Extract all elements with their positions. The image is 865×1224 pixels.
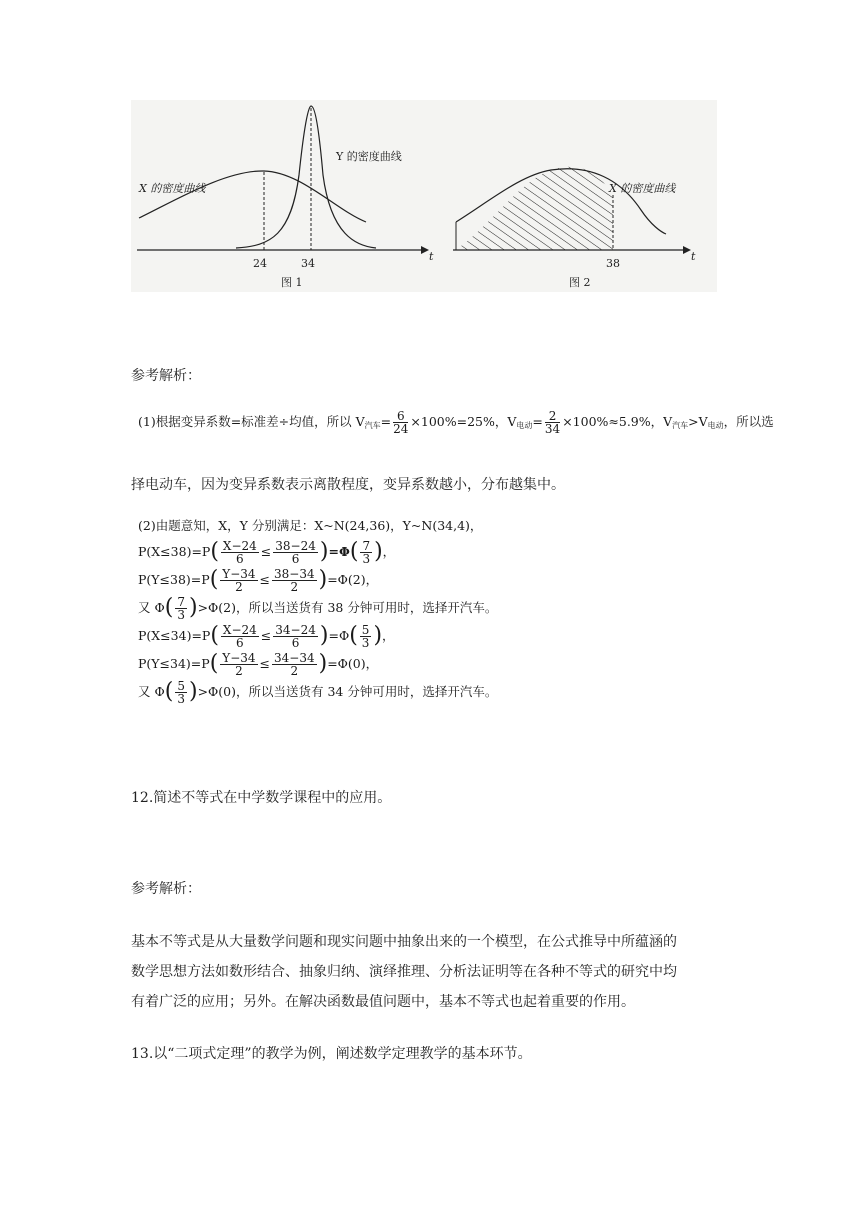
sol2-line6: P(Y≤34)=P ( $\frac{Y-34}{2}$ ≤ $\frac{34-34}{2}$ ) =Φ(0)，	[138, 650, 379, 678]
sol2-l3-b: =Φ(2)，	[327, 572, 379, 587]
sol1-sub-elec: 电动	[516, 421, 533, 430]
sol2-line1: (2)由题意知，X，Y 分别满足：X~N(24,36)，Y~N(34,4)，	[138, 518, 483, 533]
sol2-l6-frac1-num: Y−34	[222, 650, 256, 665]
sol2-l5-frac1-den: 6	[236, 635, 244, 650]
fig1-tick-24: 24	[253, 257, 267, 270]
sol2-l3-frac2-den: 2	[290, 579, 299, 594]
sol2-l5-frac3-num: 5	[361, 622, 370, 637]
sol1-gt: >V	[688, 414, 708, 429]
sol2-l6-frac1-den: 2	[235, 663, 243, 678]
sol2-line4: 又 Φ ( $\frac{7}{3}$ ) >Φ(2)，所以当送货有 38 分钟可用时，选择开汽车。	[138, 594, 498, 622]
sol2-l5-b: =Φ	[328, 628, 350, 643]
answer-12-line-3: 有着广泛的应用；另外。在解决函数最值问题中，基本不等式也起着重要的作用。	[131, 994, 635, 1010]
sol2-l3-frac1	[220, 568, 257, 593]
sol2-l6-le: ≤	[259, 656, 271, 671]
sol2-line7: 又 Φ ( $\frac{5}{3}$ ) >Φ(0)，所以当送货有 34 分钟可用时，选择开汽车。	[138, 678, 498, 706]
fig1-y-density-curve	[236, 106, 376, 248]
sol2-l6-frac1	[220, 652, 257, 677]
sol1-eq2: =	[532, 414, 543, 429]
sol2-l4-frac-num: 7	[177, 594, 185, 609]
solution-1-continuation: 择电动车，因为变异系数表示离散程度，变异系数越小，分布越集中。	[131, 477, 565, 493]
sol1-mid2: ×100%≈5.9%，V	[562, 414, 673, 429]
sol2-l5-frac2-num: 34−24	[275, 622, 316, 637]
reference-heading-2: 参考解析：	[131, 881, 201, 897]
sol2-l5-end: ，	[382, 628, 395, 643]
sol1-frac1	[393, 410, 408, 435]
sol1-sub-car: 汽车	[364, 421, 381, 430]
fig2-shaded-area	[453, 150, 623, 250]
sol2-l2-a: P(X≤38)=P	[138, 544, 211, 559]
density-figure	[131, 100, 717, 292]
fig1-axis-arrow	[421, 246, 429, 254]
sol2-l3-frac2	[272, 568, 317, 593]
sol2-l4-frac-den: 3	[177, 607, 185, 622]
sol2-l7-b: >Φ(0)，所以当送货有 34 分钟可用时，选择开汽车。	[197, 684, 498, 699]
sol2-l5-le: ≤	[260, 628, 272, 643]
sol2-l2-frac1-num: X−24	[222, 538, 257, 553]
question-13: 13.以“二项式定理”的教学为例，阐述数学定理教学的基本环节。	[131, 1046, 532, 1062]
sol2-l3-le: ≤	[259, 572, 271, 587]
answer-12	[131, 927, 743, 1017]
fig1-axis-t: t	[429, 250, 434, 263]
sol2-l5-frac2	[273, 624, 318, 649]
sol2-line3: P(Y≤38)=P ( $\frac{Y-34}{2}$ ≤ $\frac{38-34}{2}$ ) =Φ(2)，	[138, 566, 379, 594]
sol1-frac2-num: 2	[545, 410, 560, 423]
sol2-l2-frac3-den: 3	[362, 551, 371, 566]
sol2-l6-frac2-num: 34−34	[274, 650, 315, 665]
solution-1-line	[138, 410, 774, 435]
sol2-l3-frac1-den: 2	[235, 579, 243, 594]
answer-12-line-2: 数学思想方法如数形结合、抽象归纳、演绎推理、分析法证明等在各种不等式的研究中均	[131, 964, 677, 980]
sol2-l7-frac	[175, 680, 187, 705]
question-12: 12.简述不等式在中学数学课程中的应用。	[131, 790, 392, 806]
sol2-l2-frac3	[360, 540, 372, 565]
sol2-l5-frac1	[221, 624, 259, 649]
sol2-l2-end: ，	[382, 544, 396, 559]
sol2-l2-frac1	[221, 540, 259, 565]
sol2-l6-frac2-den: 2	[290, 663, 299, 678]
sol2-l2-frac2	[273, 540, 318, 565]
fig1-y-curve-label: Y 的密度曲线	[336, 150, 402, 163]
sol2-l4-a: 又 Φ	[138, 600, 165, 615]
sol2-l7-frac-num: 5	[177, 678, 185, 693]
sol2-l3-frac1-num: Y−34	[222, 566, 256, 581]
solution-2-block	[138, 518, 497, 706]
sol2-l2-b: =Φ	[328, 544, 350, 559]
sol2-l3-frac2-num: 38−34	[274, 566, 315, 581]
sol2-l7-a: 又 Φ	[138, 684, 165, 699]
sol2-l2-le: ≤	[260, 544, 272, 559]
fig1-caption: 图 1	[281, 276, 303, 289]
sol1-frac1-den: 24	[393, 422, 409, 436]
fig1-x-curve-label: X 的密度曲线	[139, 182, 206, 195]
sol2-l2-frac1-den: 6	[236, 551, 244, 566]
sol2-l5-a: P(X≤34)=P	[138, 628, 211, 643]
reference-heading-1: 参考解析：	[131, 368, 201, 384]
fig1-tick-34: 34	[301, 257, 315, 270]
sol1-prefix: (1)根据变异系数=标准差÷均值，所以 V	[138, 414, 365, 429]
fig2-caption: 图 2	[569, 276, 591, 289]
fig1-x-density-curve	[139, 171, 366, 222]
sol1-eq1: =	[380, 414, 392, 429]
sol2-l6-b: =Φ(0)，	[327, 656, 379, 671]
sol2-line2: P(X≤38)=P ( $\frac{X-24}{6}$ ≤ $\frac{38-24}{6}$ ) =Φ ( $\frac{7}{3}$ ) ，	[138, 538, 396, 566]
sol2-l4-b: >Φ(2)，所以当送货有 38 分钟可用时，选择开汽车。	[197, 600, 498, 615]
sol2-l6-a: P(Y≤34)=P	[138, 656, 210, 671]
fig2-axis-t: t	[691, 250, 696, 263]
sol2-l2-frac2-num: 38−24	[275, 538, 316, 553]
density-curves-svg	[131, 100, 717, 292]
sol2-l5-frac3-den: 3	[361, 635, 370, 650]
fig2-x-curve-label: X 的密度曲线	[609, 182, 676, 195]
sol1-frac2-den: 34	[544, 422, 561, 436]
sol2-l5-frac2-den: 6	[291, 635, 300, 650]
sol1-tail: ，所以选	[723, 414, 774, 429]
sol2-l5-frac3	[360, 624, 372, 649]
sol1-frac2	[545, 410, 560, 435]
fig2-tick-38: 38	[606, 257, 620, 270]
answer-12-line-1: 基本不等式是从大量数学问题和现实问题中抽象出来的一个模型，在公式推导中所蕴涵的	[131, 934, 677, 950]
sol2-line5: P(X≤34)=P ( $\frac{X-24}{6}$ ≤ $\frac{34-24}{6}$ ) =Φ ( $\frac{5}{3}$ ) ，	[138, 622, 395, 650]
sol1-mid1: ×100%=25%，V	[410, 414, 517, 429]
sol2-l4-frac	[175, 596, 187, 621]
sol2-l6-frac2	[272, 652, 317, 677]
sol2-l7-frac-den: 3	[177, 691, 185, 706]
sol1-frac1-num: 6	[393, 410, 408, 423]
sol2-l2-frac2-den: 6	[291, 551, 300, 566]
fig2-axis-arrow	[683, 246, 691, 254]
sol2-l3-a: P(Y≤38)=P	[138, 572, 210, 587]
sol2-l5-frac1-num: X−24	[222, 622, 257, 637]
sol1-sub-car2: 汽车	[672, 421, 689, 430]
sol2-l2-frac3-num: 7	[362, 538, 371, 553]
sol1-sub-elec2: 电动	[707, 421, 724, 430]
